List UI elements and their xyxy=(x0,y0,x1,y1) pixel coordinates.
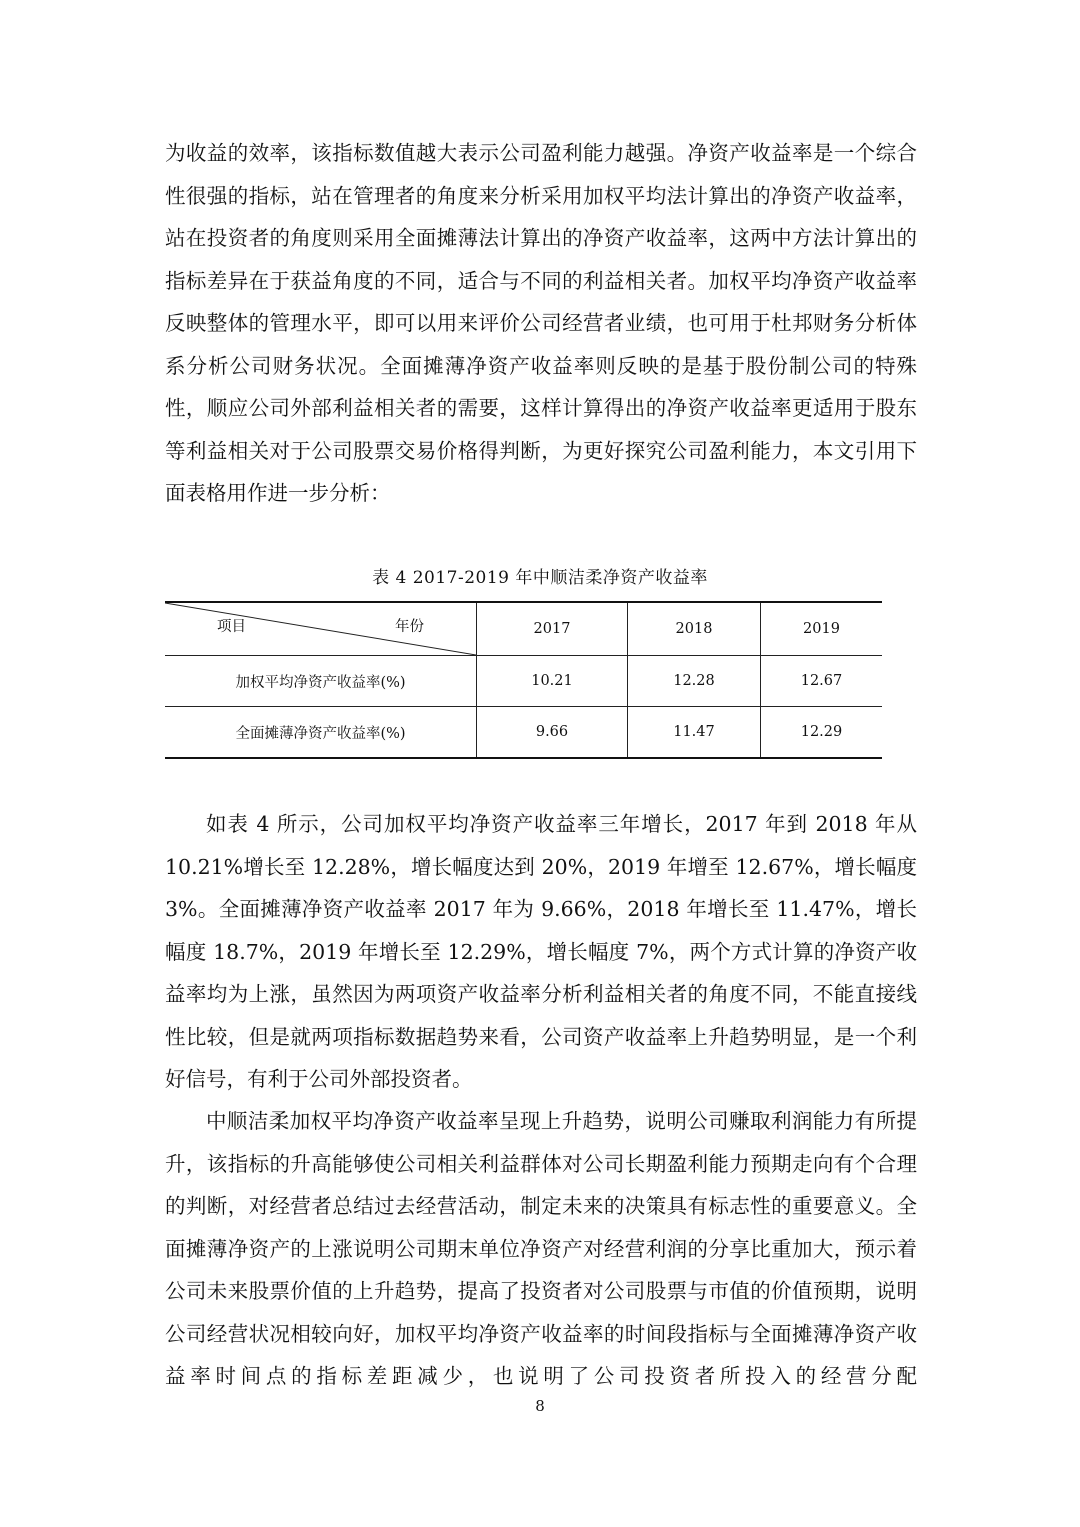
body-paragraph-3: 中顺洁柔加权平均净资产收益率呈现上升趋势，说明公司赚取利润能力有所提升，该指标的升高能够使公司相关利益群体对公司长期盈利能力预期走向有个合理的判断，对经营者总结过去经营活动，制定未来的决策具有标志性的重要意义。全面摊薄净资产的上涨说明公司期末单位净资产对经营利润的分享比重加大，预示着公司未来股票价值的上升趋势，提高了投资者对公司股票与市值的价值预期，说明公司经营状况相较向好，加权平均净资产收益率的时间段指标与全面摊薄净资产收益率时间点的指标差距减少，也说明了公司投资者所投入的经营分配 xyxy=(165,1109,917,1388)
table-caption: 表 4 2017-2019 年中顺洁柔净资产收益率 xyxy=(372,568,708,588)
year-header: 2017 xyxy=(477,602,628,656)
page-number: 8 xyxy=(535,1397,545,1415)
table-cell: 11.47 xyxy=(628,707,761,759)
table-corner-cell xyxy=(165,602,477,656)
row-label: 加权平均净资产收益率(%) xyxy=(165,656,477,707)
table-row xyxy=(165,707,882,759)
table-header-row xyxy=(165,602,882,656)
table-cell: 12.67 xyxy=(761,656,883,707)
year-header: 2018 xyxy=(628,602,761,656)
table-cell: 9.66 xyxy=(477,707,628,759)
corner-year-label: 年份 xyxy=(395,619,424,635)
table-cell: 10.21 xyxy=(477,656,628,707)
year-header: 2019 xyxy=(761,602,883,656)
body-paragraph-2: 如表 4 所示，公司加权平均净资产收益率三年增长，2017 年到 2018 年从 10.21%增长至 12.28%，增长幅度达到 20%，2019 年增至 12.67%，增长幅度 3%。全面摊薄净资产收益率 2017 年为 9.66%，2018 年增长至 11.47%，增长幅度 18.7%，2019 年增长至 12.29%，增长幅度 7%，两个方式计算的净资产收益率均为上涨，虽然因为两项资产收益率分析利益相关者的角度不同，不能直接线性比较，但是就两项指标数据趋势来看，公司资产收益率上升趋势明显，是一个利好信号，有利于公司外部投资者。 xyxy=(165,812,917,1091)
diagonal-line xyxy=(165,603,476,655)
roe-table xyxy=(165,601,882,759)
table-row xyxy=(165,656,882,707)
body-paragraph-1: 为收益的效率，该指标数值越大表示公司盈利能力越强。净资产收益率是一个综合性很强的指标，站在管理者的角度来分析采用加权平均法计算出的净资产收益率，站在投资者的角度则采用全面摊薄法计算出的净资产收益率，这两中方法计算出的指标差异在于获益角度的不同，适合与不同的利益相关者。加权平均净资产收益率反映整体的管理水平，即可以用来评价公司经营者业绩，也可用于杜邦财务分析体系分析公司财务状况。全面摊薄净资产收益率则反映的是基于股份制公司的特殊性，顺应公司外部利益相关者的需要，这样计算得出的净资产收益率更适用于股东等利益相关对于公司股票交易价格得判断，为更好探究公司盈利能力，本文引用下面表格用作进一步分析： xyxy=(165,141,917,505)
corner-item-label: 项目 xyxy=(217,619,246,635)
table-cell: 12.29 xyxy=(761,707,883,759)
table-cell: 12.28 xyxy=(628,656,761,707)
row-label: 全面摊薄净资产收益率(%) xyxy=(165,707,477,759)
